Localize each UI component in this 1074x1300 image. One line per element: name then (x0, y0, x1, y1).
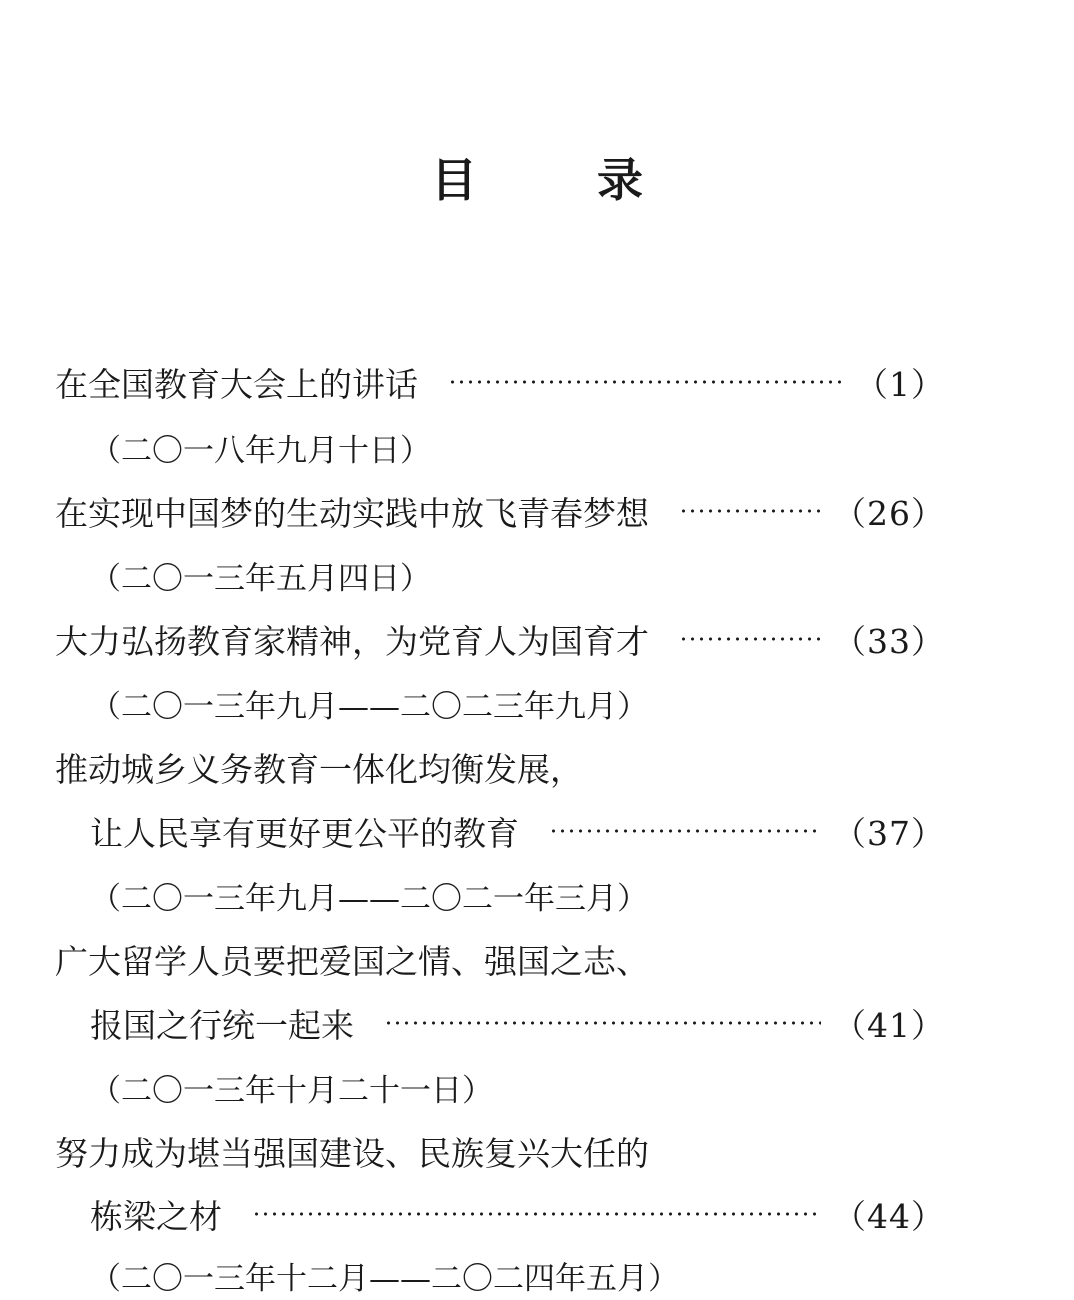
toc-entry-title: 在全国教育大会上的讲话 (55, 364, 418, 404)
page-title (0, 150, 1074, 210)
page-title-char-2: 录 (597, 153, 643, 207)
toc-entry-title: 努力成为堪当强国建设、民族复兴大任的 (55, 1133, 649, 1173)
toc-entry-5-line-2[interactable] (90, 993, 945, 1053)
toc-entry-title: 大力弘扬教育家精神，为党育人为国育才 (55, 621, 649, 661)
toc-entry-5-line-1[interactable] (55, 929, 945, 989)
dot-leader (549, 827, 821, 835)
toc-entry-title: 在实现中国梦的生动实践中放飞青春梦想 (55, 493, 649, 533)
toc-page-number: （37） (833, 813, 945, 853)
toc-page-number: （44） (833, 1196, 945, 1236)
toc-entry-date: （二〇一三年十二月——二〇二四年五月） (90, 1260, 679, 1297)
toc-entry-date: （二〇一八年九月十日） (90, 432, 431, 469)
dot-leader (679, 635, 821, 643)
toc-entry-1[interactable] (55, 352, 945, 412)
toc-entry-3[interactable] (55, 609, 945, 669)
toc-page-number: （33） (833, 621, 945, 661)
toc-entry-4-line-1[interactable] (55, 737, 945, 797)
toc-page-number: （26） (833, 493, 945, 533)
toc-entry-date: （二〇一三年九月——二〇二三年九月） (90, 688, 648, 725)
toc-entry-date: （二〇一三年十月二十一日） (90, 1072, 493, 1109)
toc-entry-date: （二〇一三年五月四日） (90, 560, 431, 597)
dot-leader (252, 1210, 821, 1218)
toc-entry-6-line-1[interactable] (55, 1121, 945, 1181)
toc-entry-title: 推动城乡义务教育一体化均衡发展， (55, 749, 583, 789)
toc-entry-date: （二〇一三年九月——二〇二一年三月） (90, 880, 648, 917)
dot-leader (448, 378, 843, 386)
toc-page-number: （41） (833, 1005, 945, 1045)
toc-entry-title-continued: 栋梁之材 (90, 1196, 222, 1236)
toc-page-number: （1） (855, 364, 945, 404)
toc-entry-6-line-2[interactable] (90, 1184, 945, 1244)
toc-entry-title-continued: 报国之行统一起来 (90, 1005, 354, 1045)
dot-leader (384, 1019, 821, 1027)
toc-entry-2[interactable] (55, 481, 945, 541)
page-title-char-1: 目 (431, 153, 477, 207)
toc-entry-4-line-2[interactable] (90, 801, 945, 861)
toc-entry-title: 广大留学人员要把爱国之情、强国之志、 (55, 941, 649, 981)
toc-entry-title-continued: 让人民享有更好更公平的教育 (90, 813, 519, 853)
dot-leader (679, 507, 821, 515)
